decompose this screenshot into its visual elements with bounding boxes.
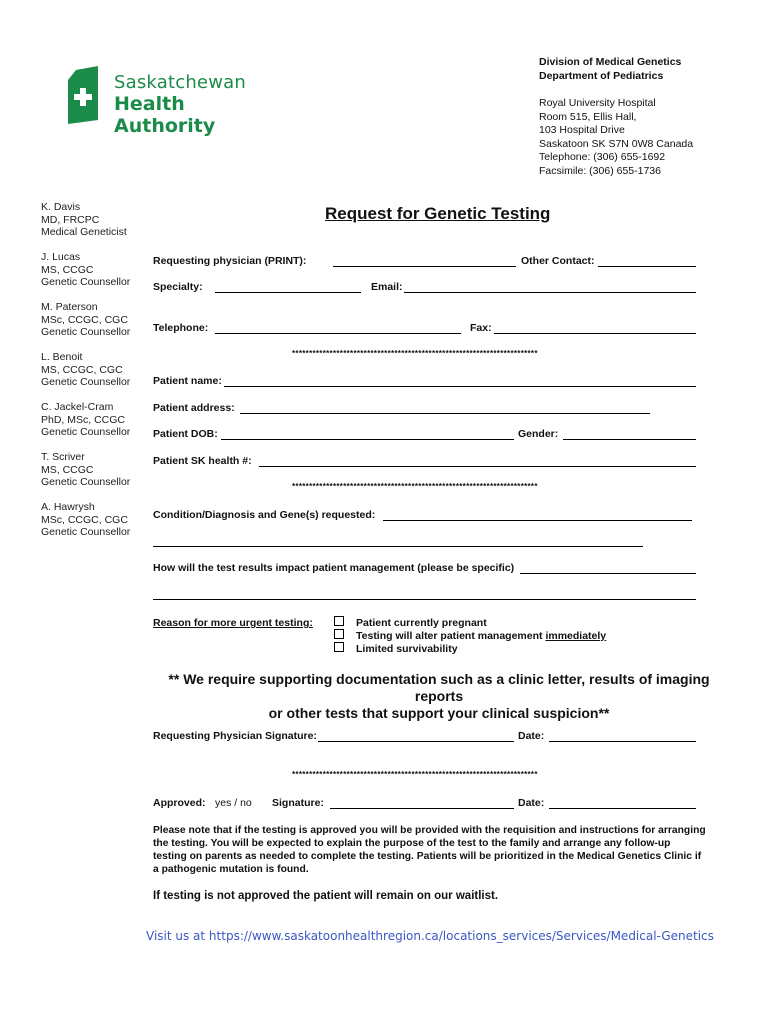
staff-entry: K. Davis MD, FRCPC Medical Geneticist bbox=[41, 201, 127, 238]
urgent-label: Reason for more urgent testing: bbox=[153, 617, 313, 629]
patient-address-field[interactable] bbox=[240, 413, 650, 414]
approval-date-field[interactable] bbox=[549, 808, 696, 809]
separator: ************************************************************************ bbox=[292, 349, 538, 358]
staff-entry: T. Scriver MS, CCGC Genetic Counsellor bbox=[41, 451, 131, 488]
impact-field[interactable] bbox=[520, 573, 696, 574]
telephone: Telephone: (306) 655-1692 bbox=[539, 151, 666, 163]
approved-label: Approved: bbox=[153, 797, 206, 809]
alter-management-option: Testing will alter patient management immediately bbox=[356, 630, 607, 642]
patient-dob-field[interactable] bbox=[221, 439, 514, 440]
documentation-notice: ** We require supporting documentation such as a clinic letter, results of imaging reports or other tests that support your clinical suspicion** bbox=[168, 671, 710, 721]
physician-signature-field[interactable] bbox=[318, 741, 514, 742]
pregnant-option: Patient currently pregnant bbox=[356, 617, 487, 629]
logo-line2: Health Authority bbox=[114, 93, 216, 137]
staff-entry: C. Jackel-Cram PhD, MSc, CCGC Genetic Counsellor bbox=[41, 401, 131, 438]
specialty-label: Specialty: bbox=[153, 281, 203, 293]
patient-dob-label: Patient DOB: bbox=[153, 428, 218, 440]
address-block bbox=[539, 56, 693, 178]
condition-label: Condition/Diagnosis and Gene(s) requested: bbox=[153, 509, 376, 521]
other-contact-label: Other Contact: bbox=[521, 255, 595, 267]
other-contact-field[interactable] bbox=[598, 266, 696, 267]
patient-name-label: Patient name: bbox=[153, 375, 222, 387]
date-label: Date: bbox=[518, 730, 545, 742]
signature-label: Signature: bbox=[272, 797, 324, 809]
staff-list bbox=[41, 201, 130, 551]
telephone-field[interactable] bbox=[215, 333, 461, 334]
impact-field-continued[interactable] bbox=[153, 599, 696, 600]
email-field[interactable] bbox=[404, 292, 696, 293]
patient-sk-health-field[interactable] bbox=[259, 466, 696, 467]
signature-field[interactable] bbox=[330, 808, 514, 809]
room: Room 515, Ellis Hall, bbox=[539, 110, 637, 123]
impact-label: How will the test results impact patient management (please be specific) bbox=[153, 562, 515, 574]
staff-entry: M. Paterson MSc, CCGC, CGC Genetic Counsellor bbox=[41, 301, 131, 338]
requesting-physician-label: Requesting physician (PRINT): bbox=[153, 255, 307, 267]
street: 103 Hospital Drive bbox=[539, 124, 625, 136]
fax-field[interactable] bbox=[494, 333, 696, 334]
logo-line1: Saskatchewan bbox=[114, 72, 246, 93]
survivability-checkbox[interactable] bbox=[334, 642, 344, 652]
health-cross-icon bbox=[68, 66, 104, 124]
survivability-option: Limited survivability bbox=[356, 643, 458, 655]
staff-entry: L. Benoit MS, CCGC, CGC Genetic Counsellor bbox=[41, 351, 131, 388]
facsimile: Facsimile: (306) 655-1736 bbox=[539, 164, 661, 177]
physician-signature-label: Requesting Physician Signature: bbox=[153, 730, 317, 742]
fax-label: Fax: bbox=[470, 322, 492, 334]
pregnant-checkbox[interactable] bbox=[334, 616, 344, 626]
separator: ************************************************************************ bbox=[292, 770, 538, 779]
logo bbox=[68, 66, 288, 137]
approval-note: Please note that if the testing is approved you will be provided with the requisition and instructions for arranging the testing. You will be expected to explain the purpose of the test to the family and arrange any follow-up testing on parents as needed to complete the testing. Patients will be prioritized in the Medical Genetics Clinic if a pathogenic mutation is found. bbox=[153, 825, 706, 875]
telephone-label: Telephone: bbox=[153, 322, 209, 334]
condition-field-continued[interactable] bbox=[153, 546, 643, 547]
separator: ************************************************************************ bbox=[292, 482, 538, 491]
condition-field[interactable] bbox=[383, 520, 692, 521]
form-title: Request for Genetic Testing bbox=[325, 204, 551, 223]
hospital: Royal University Hospital bbox=[539, 97, 656, 109]
date-field[interactable] bbox=[549, 741, 696, 742]
specialty-field[interactable] bbox=[215, 292, 361, 293]
gender-label: Gender: bbox=[518, 428, 559, 440]
patient-sk-health-label: Patient SK health #: bbox=[153, 455, 252, 467]
requesting-physician-field[interactable] bbox=[333, 266, 516, 267]
department: Department of Pediatrics bbox=[539, 69, 664, 82]
city: Saskatoon SK S7N 0W8 Canada bbox=[539, 137, 694, 150]
approved-options[interactable]: yes / no bbox=[215, 797, 252, 809]
gender-field[interactable] bbox=[563, 439, 696, 440]
waitlist-note: If testing is not approved the patient will remain on our waitlist. bbox=[153, 890, 499, 902]
staff-entry: A. Hawrysh MSc, CCGC, CGC Genetic Counsellor bbox=[41, 501, 131, 538]
staff-entry: J. Lucas MS, CCGC Genetic Counsellor bbox=[41, 251, 131, 288]
patient-name-field[interactable] bbox=[224, 386, 696, 387]
approval-date-label: Date: bbox=[518, 797, 545, 809]
website-link[interactable]: Visit us at https://www.saskatoonhealthregion.ca/locations_services/Services/Medical-Genetics bbox=[146, 929, 714, 943]
division: Division of Medical Genetics bbox=[539, 56, 682, 68]
patient-address-label: Patient address: bbox=[153, 402, 235, 414]
alter-management-checkbox[interactable] bbox=[334, 629, 344, 639]
email-label: Email: bbox=[371, 281, 403, 293]
